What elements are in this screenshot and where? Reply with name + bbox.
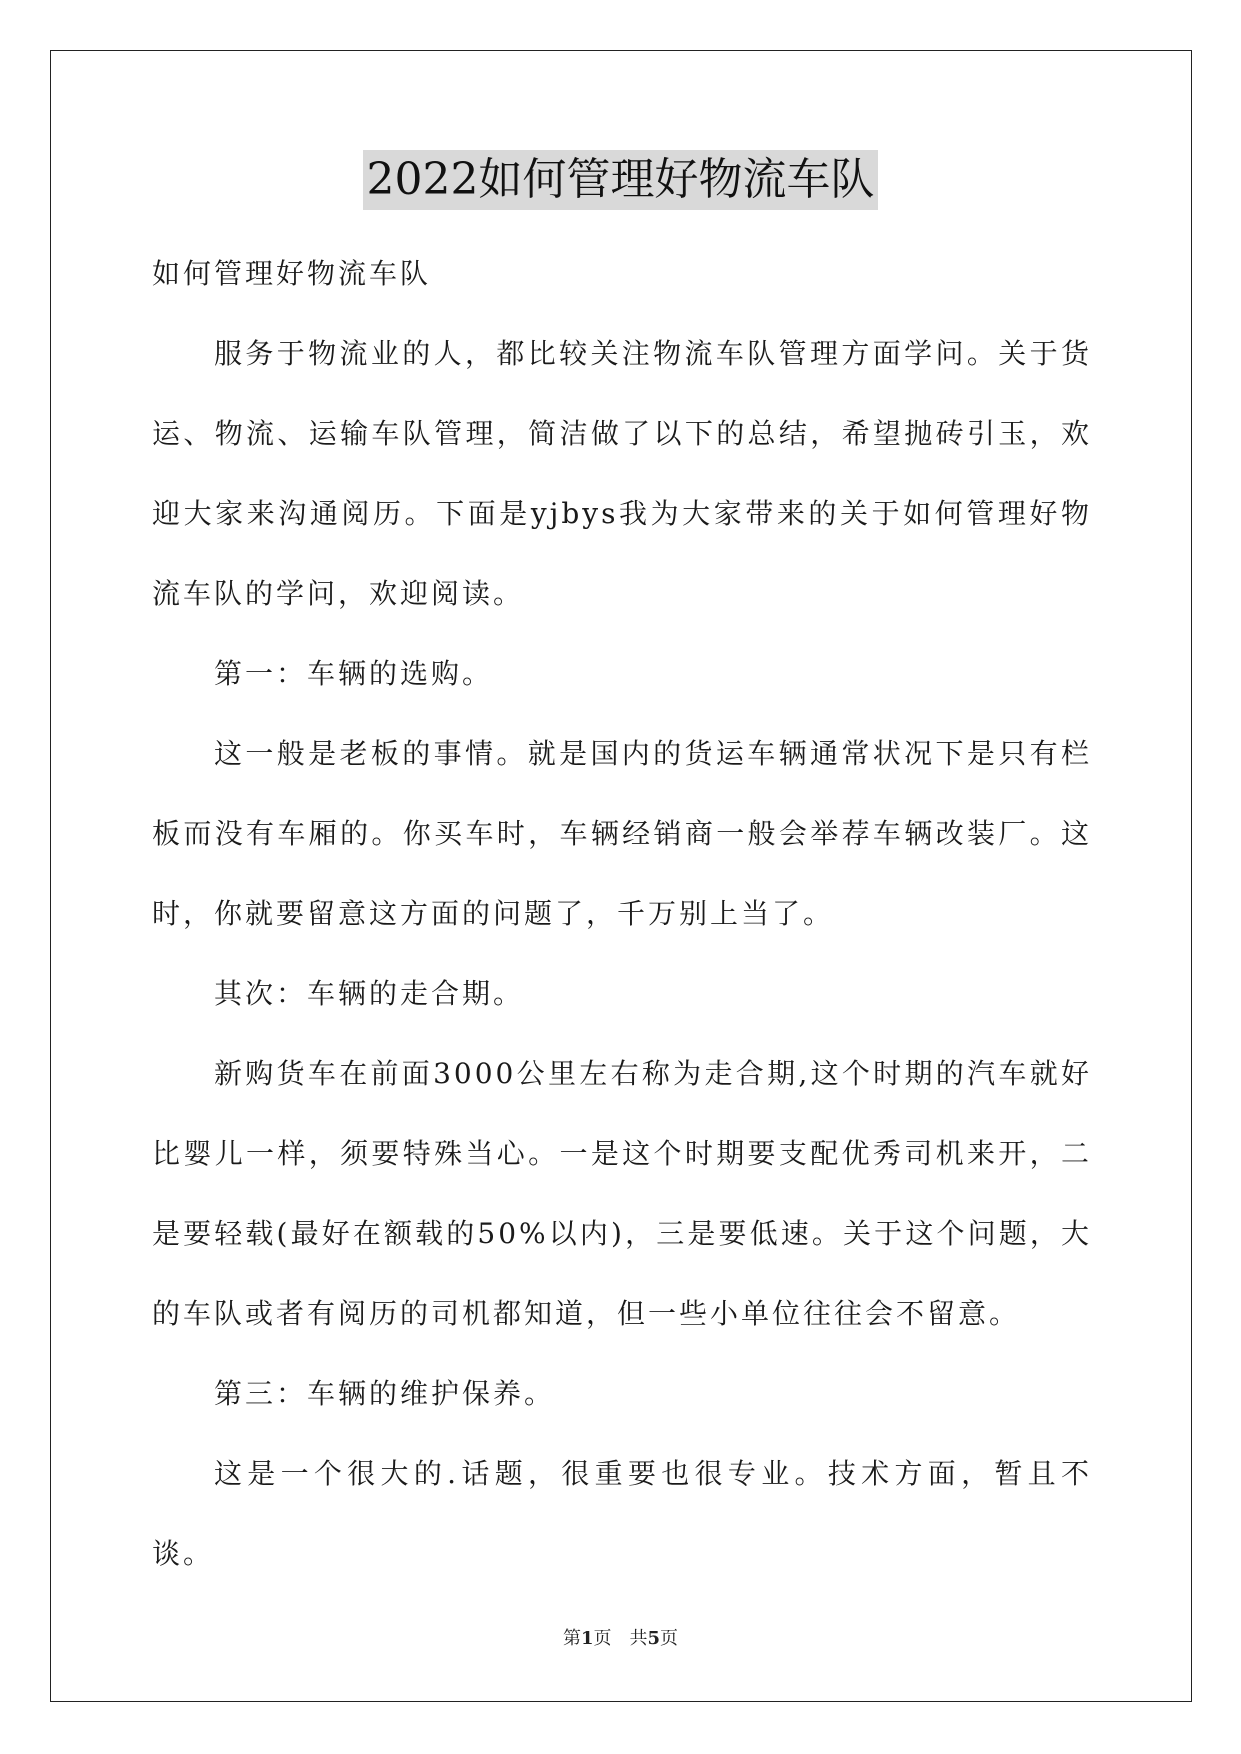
document-body [152,234,1092,1594]
heading-section-1: 第一：车辆的选购。 [214,657,494,690]
paragraph-section-1: 这一般是老板的事情。就是国内的货运车辆通常状况下是只有栏板而没有车厢的。你买车时，车辆经销商一般会举荐车辆改装厂。这时，你就要留意这方面的问题了，千万别上当了。 [152,737,1092,930]
document-title: 2022如何管理好物流车队 [363,150,879,210]
total-page-number: 5 [647,1628,661,1649]
paragraph-intro: 服务于物流业的人，都比较关注物流车队管理方面学问。关于货运、物流、运输车队管理，简洁做了以下的总结，希望抛砖引玉，欢迎大家来沟通阅历。下面是yjbys我为大家带来的关于如何管理好物流车队的学问，欢迎阅读。 [152,337,1092,610]
paragraph-section-3: 这是一个很大的.话题，很重要也很专业。技术方面，暂且不谈。 [152,1457,1092,1570]
page-label-mid: 页 共 [593,1628,648,1649]
title-container [0,150,1241,210]
page-label-suffix: 页 [660,1628,679,1649]
page-footer [0,1624,1241,1650]
document-subtitle: 如何管理好物流车队 [152,257,432,290]
heading-section-2: 其次：车辆的走合期。 [214,977,525,1010]
paragraph-section-2: 新购货车在前面3000公里左右称为走合期,这个时期的汽车就好比婴儿一样，须要特殊当心。一是这个时期要支配优秀司机来开，二是要轻载(最好在额载的50%以内)，三是要低速。关于这个问题，大的车队或者有阅历的司机都知道，但一些小单位往往会不留意。 [152,1057,1092,1330]
page-label-prefix: 第 [562,1628,581,1649]
current-page-number: 1 [580,1628,594,1649]
heading-section-3: 第三：车辆的维护保养。 [214,1377,556,1410]
